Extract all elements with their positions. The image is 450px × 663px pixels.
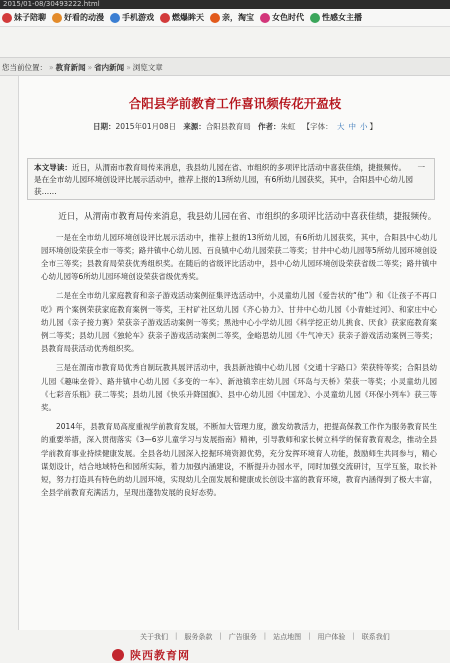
promo-item-3[interactable]: 燃爆眸天 bbox=[160, 12, 204, 23]
logo-emblem-icon bbox=[112, 649, 124, 661]
footer-link-ux[interactable]: 用户体验 bbox=[317, 633, 346, 641]
article-paragraph: 2014年，县教育局高度重视学前教育发展，不断加大管理力度，激发幼教活力，把提高保教工作作为服务教育民生的重要举措，深入贯彻落实《3—6岁儿童学习与发展指南》精神，引导教师和家长树立科学的保育教育观念，推动全县学前教育事业持续健康发展。全县各幼儿园深入挖掘环境资源优势，充分发挥环境育人功能，鼓励师生共同参与，精心谋划设计，结合地域特色和园所实际，着力加强内涵建设，不断提升办园水平，同时加强交流研讨，互学互鉴，取长补短，努力打造具有特色的幼儿园环境，实现幼儿全面发展和健康成长创设丰富的教育环境，教育内涵得到了极大丰富，全县学前教育充满活力，呈现出蓬勃发展的良好态势。 bbox=[41, 422, 437, 498]
date-label: 日期： bbox=[92, 122, 116, 131]
footer-link-about[interactable]: 关于我们 bbox=[140, 633, 168, 641]
promo-5-icon bbox=[260, 13, 270, 23]
status-bar-text: 2015/01-08/30493222.html bbox=[3, 0, 100, 8]
font-size-label: 【字体： bbox=[302, 122, 333, 131]
promo-6-icon bbox=[310, 13, 320, 23]
footer-link-sitemap[interactable]: 站点地图 bbox=[273, 633, 302, 641]
font-size-small-button[interactable]: 小 bbox=[360, 122, 368, 131]
promo-3-icon bbox=[160, 13, 170, 23]
footer-divider: | bbox=[219, 632, 222, 640]
promo-4-icon bbox=[210, 13, 220, 23]
source-label: 来源： bbox=[183, 122, 206, 131]
footer-divider: | bbox=[308, 632, 311, 640]
article-lead-box bbox=[27, 158, 435, 200]
font-size-close: 】 bbox=[369, 122, 378, 131]
breadcrumb-section-link[interactable]: 省内新闻 bbox=[94, 63, 125, 72]
lead-label: 本文导读： bbox=[34, 163, 72, 172]
breadcrumb-separator: » bbox=[49, 63, 54, 72]
footer-divider: | bbox=[175, 632, 178, 640]
footer-divider: | bbox=[352, 632, 355, 640]
breadcrumb-separator: » bbox=[87, 63, 93, 72]
breadcrumb-separator: » bbox=[126, 63, 131, 72]
promo-1-icon bbox=[52, 13, 62, 23]
breadcrumb-home-link[interactable]: 教育新闻 bbox=[55, 63, 86, 72]
promo-item-5[interactable]: 女色时代 bbox=[260, 12, 304, 23]
author-label: 作者： bbox=[257, 122, 281, 131]
article-paragraph: 近日，从渭南市教育局传来消息，我县幼儿园在省、市组织的多项评比活动中喜获佳绩，捷报频传。 bbox=[58, 212, 437, 222]
article-paragraph: 一是在全市幼儿园环境创设评比展示活动中，推荐上报的13所幼儿园，有6所幼儿园获奖，其中，合阳县中心幼儿园环境创设荣获全市一等奖；路井镇中心幼儿园、百良镇中心幼儿园荣获二等奖；甘井中心幼儿园等5所幼儿园环境创设全市三等奖；县教育局荣获优秀组织奖。在随后的省级评比活动中，县中心幼儿园环境创设荣获省级二等奖；路井镇中心幼儿园等6所幼儿园环境创设荣获省级优秀奖。 bbox=[41, 232, 437, 282]
promo-item-1[interactable]: 好看的动漫 bbox=[52, 12, 104, 23]
article-panel bbox=[18, 76, 450, 630]
article-meta bbox=[19, 121, 450, 132]
promo-item-0[interactable]: 妹子陪聊 bbox=[2, 12, 46, 23]
breadcrumb-prefix: 您当前位置： bbox=[2, 63, 47, 72]
promo-2-icon bbox=[110, 13, 120, 23]
logo-text: 陕西教育网 bbox=[130, 648, 190, 662]
font-size-large-button[interactable]: 大 bbox=[337, 122, 345, 131]
promo-0-icon bbox=[2, 13, 12, 23]
article-paragraph: 二是在全市幼儿家庭教育和亲子游戏活动案例征集评选活动中，小灵童幼儿园《爱告状的“他”》和《让孩子不再口吃》两个案例荣获家庭教育案例一等奖，王村矿社区幼儿园《齐心协力》、甘井中心幼儿园《小青蛙过河》、和家庄中心幼儿园《亲子接力赛》荣获亲子游戏活动案例一等奖；黑池中心小学幼儿园《科学挖正幼儿挑食、厌食》获家庭教育案例二等奖；县幼儿园《独轮车》获亲子游戏活动案例二等奖，金峪思幼儿园《牛气冲天》获亲子游戏活动案例三等奖；县教育局获活动优秀组织奖。 bbox=[41, 291, 437, 354]
breadcrumb bbox=[0, 57, 450, 76]
footer-link-terms[interactable]: 服务条款 bbox=[184, 633, 213, 641]
footer-logo[interactable] bbox=[112, 646, 312, 663]
footer-links bbox=[140, 632, 450, 642]
article-title: 合阳县学前教育工作喜讯频传花开盈枝 bbox=[128, 96, 342, 111]
footer-link-contact[interactable]: 联系我们 bbox=[361, 633, 390, 641]
font-size-medium-button[interactable]: 中 bbox=[348, 122, 357, 131]
lead-text: 近日，从渭南市教育局传来消息，我县幼儿园在省、市组织的多项评比活动中喜获佳绩，捷报频传。 一是在全市幼儿园环境创设评比展示活动中，推荐上报的13所幼儿园，有6所幼儿园获奖，其中，合阳县中心幼儿园获…… bbox=[34, 163, 426, 196]
article-body bbox=[41, 210, 437, 505]
article-paragraph: 三是在渭南市教育局优秀自制玩教具展评活动中，我县新池镇中心幼儿园《交通十字路口》荣获特等奖；合阳县幼儿园《趣味垒骨》、路井镇中心幼儿园《多变的一车》、新池镇幸庄幼儿园《环岛与天桥》荣获一等奖；小灵童幼儿园《七彩音乐瓶》获二等奖；县幼儿园《快乐升降国旗》、县中心幼儿园《中国龙》、小灵童幼儿园《环保小列车》获三等奖。 bbox=[41, 363, 437, 412]
promo-bar bbox=[0, 9, 450, 27]
promo-item-4[interactable]: 亲，淘宝 bbox=[210, 12, 254, 23]
author-value: 朱虹 bbox=[280, 122, 296, 131]
date-value: 2015年01月08日 bbox=[115, 122, 177, 131]
promo-item-2[interactable]: 手机游戏 bbox=[110, 12, 154, 23]
promo-item-6[interactable]: 性感女主播 bbox=[310, 12, 362, 23]
footer-link-ads[interactable]: 广告服务 bbox=[228, 633, 257, 641]
source-value: 合阳县教育局 bbox=[205, 122, 251, 131]
footer-divider: | bbox=[263, 632, 267, 640]
status-bar bbox=[0, 0, 450, 9]
breadcrumb-current: 浏览文章 bbox=[132, 63, 163, 72]
